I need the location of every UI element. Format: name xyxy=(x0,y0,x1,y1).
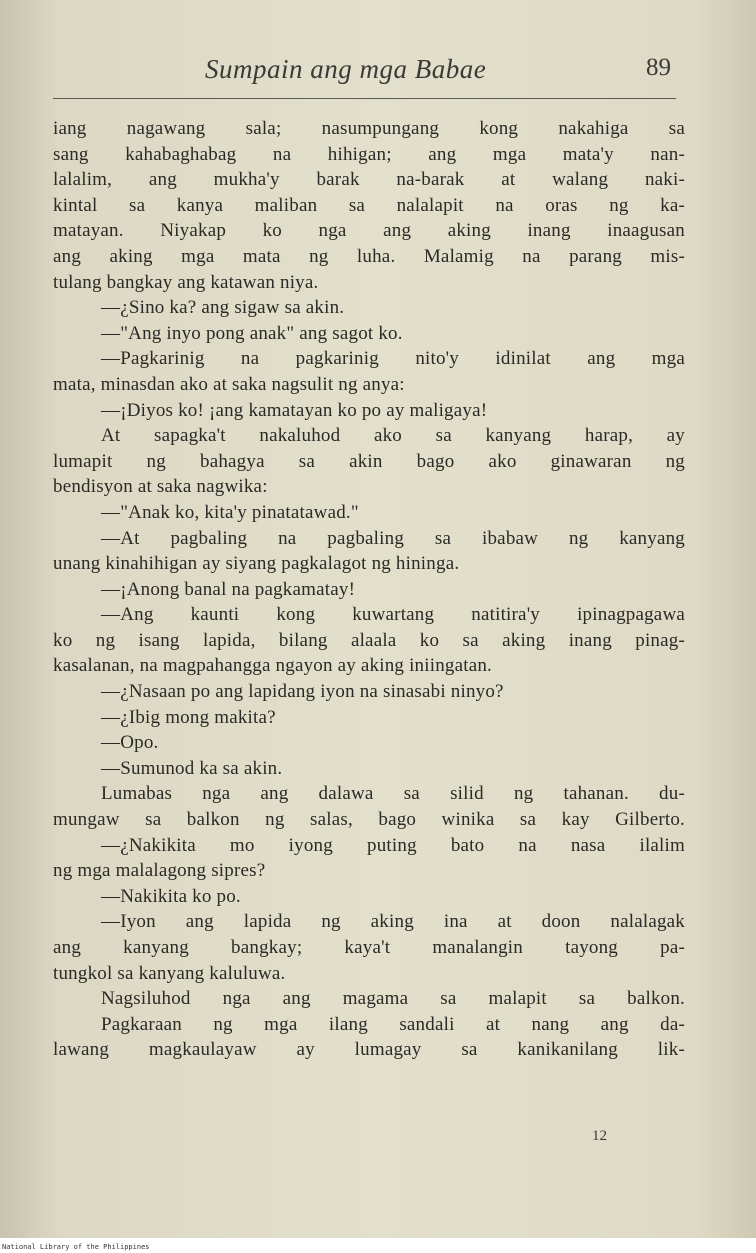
text-line: —At pagbaling na pagbaling sa ibabaw ng kanyang xyxy=(101,527,685,549)
text-line: sang kahabaghabag na hihigan; ang mga mata'y nan- xyxy=(53,143,685,165)
text-line: —¿Ibig mong makita? xyxy=(101,706,276,728)
text-line: mungaw sa balkon ng salas, bago winika sa kay Gilberto. xyxy=(53,809,685,831)
text-line: —Opo. xyxy=(101,732,159,754)
text-line: —¡Diyos ko! ¡ang kamatayan ko po ay maligaya! xyxy=(101,399,488,421)
text-line: —Iyon ang lapida ng aking ina at doon nalalagak xyxy=(101,911,685,933)
footer-credit: National Library of the Philippines xyxy=(2,1243,150,1251)
text-line: mata, minasdan ako at saka nagsulit ng anya: xyxy=(53,373,405,395)
text-line: —"Anak ko, kita'y pinatatawad." xyxy=(101,501,359,523)
text-line: ang kanyang bangkay; kaya't manalangin tayong pa- xyxy=(53,937,685,958)
text-line: —Ang kaunti kong kuwartang natitira'y ipinagpagawa xyxy=(101,604,685,626)
text-line: —¿Nasaan po ang lapidang iyon na sinasabi ninyo? xyxy=(101,681,504,703)
running-title: Sumpain ang mga Babae xyxy=(205,54,487,84)
text-line: At sapagka't nakaluhod ako sa kanyang harap, ay xyxy=(101,425,685,447)
text-line: ang aking mga mata ng luha. Malamig na parang mis- xyxy=(53,245,685,267)
text-line: Lumabas nga ang dalawa sa silid ng tahanan. du- xyxy=(101,783,685,805)
text-line: —Pagkarinig na pagkarinig nito'y idinilat ang mga xyxy=(101,348,685,370)
text-line: —¡Anong banal na pagkamatay! xyxy=(101,578,356,600)
header-rule xyxy=(53,98,676,99)
text-line: —¿Sino ka? ang sigaw sa akin. xyxy=(101,297,345,319)
signature-mark: 12 xyxy=(592,1128,607,1144)
text-line: —"Ang inyo pong anak" ang sagot ko. xyxy=(101,322,403,344)
text-line: lumapit ng bahagya sa akin bago ako ginawaran ng xyxy=(53,450,685,472)
page-header xyxy=(0,50,756,90)
text-line: lawang magkaulayaw ay lumagay sa kanikanilang lik- xyxy=(53,1039,685,1061)
text-line: iang nagawang sala; nasumpungang kong nakahiga sa xyxy=(53,118,685,139)
text-line: kasalanan, na magpahangga ngayon ay aking iniingatan. xyxy=(53,655,493,677)
text-line: —Sumunod ka sa akin. xyxy=(101,757,283,779)
text-line: ng mga malalagong sipres? xyxy=(53,860,266,882)
text-line: Nagsiluhod nga ang magama sa malapit sa balkon. xyxy=(101,988,685,1010)
text-line: tungkol sa kanyang kaluluwa. xyxy=(53,962,286,984)
text-line: lalalim, ang mukha'y barak na-barak at walang naki- xyxy=(53,169,685,191)
text-line: bendisyon at saka nagwika: xyxy=(53,476,268,498)
text-line: kintal sa kanya maliban sa nalalapit na oras ng ka- xyxy=(53,194,685,216)
text-line: ko ng isang lapida, bilang alaala ko sa aking inang pinag- xyxy=(53,629,685,651)
text-line: —¿Nakikita mo iyong puting bato na nasa ilalim xyxy=(101,834,685,856)
text-line: Pagkaraan ng mga ilang sandali at nang ang da- xyxy=(101,1013,685,1035)
text-line: tulang bangkay ang katawan niya. xyxy=(53,271,319,293)
page-number: 89 xyxy=(646,54,671,81)
text-line: matayan. Niyakap ko nga ang aking inang inaagusan xyxy=(53,220,685,242)
body-text xyxy=(53,116,685,1063)
footer xyxy=(0,1243,756,1253)
text-line: —Nakikita ko po. xyxy=(101,885,241,907)
text-line: unang kinahihigan ay siyang pagkalagot ng hininga. xyxy=(53,553,460,575)
